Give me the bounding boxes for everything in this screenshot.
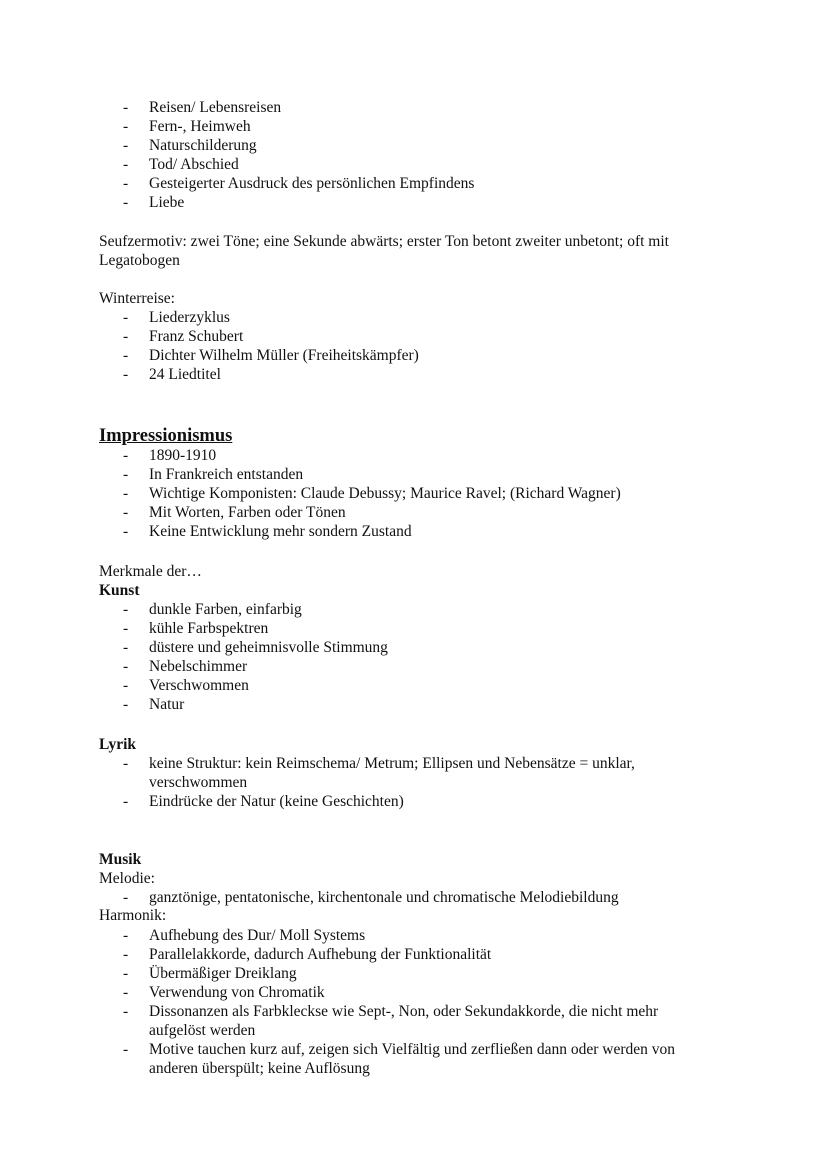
melodie-label: Melodie: [99,870,155,887]
subheading-musik: Musik [99,851,142,868]
merkmale-intro: Merkmale der… [99,563,202,580]
winterreise-label: Winterreise: [99,290,175,307]
section-title-impressionismus: Impressionismus [99,426,233,446]
seufzer-line-1: Seufzermotiv: zwei Töne; eine Sekunde abwärts; erster Ton betont zweiter unbetont; oft mit [99,233,669,250]
document-page: - Reisen/ Lebensreisen - Fern-, Heimweh - Naturschilderung - Tod/ Abschied - Gesteigerter Ausdruck des persönlichen Empfindens - Liebe Seufzermotiv: zwei Töne; eine Sekunde abwärts; erster Ton betont zweiter unbetont; oft mit Legatobogen Winterreise: - Liederzyklus - Franz Schubert - Dichter Wilhelm Müller (Freiheitskämpfer) - 24 Liedtitel Impressionismus - 1890-1910 - In Frankreich entstanden - Wichtige Komponisten: Claude Debussy; Maurice Ravel; (Richard Wagner) - Mit Worten, Farben oder Tönen - Keine Entwicklung mehr sondern Zustand Merkmale der… Kunst - dunkle Farben, einfarbig - kühle Farbspektren - düstere und geheimnisvolle Stimmung - Nebelschimmer - Verschwommen - Natur Lyrik - keine Struktur: kein Reimschema/ Metrum; Ellipsen und Nebensätze = unklar, verschwommen - Eindrücke der Natur (keine Geschichten) Musik Melodie: - ganztönige, pentatonische, kirchentonale und chromatische Melodiebildung Harmonik: - Aufhebung des Dur/ Moll Systems - Parallelakkorde, dadurch Aufhebung der Funktionalität - Übermäßiger Dreiklang - Verwendung von Chromatik - Dissonanzen als Farbkleckse wie Sept-, Non, oder Sekundakkorde, die nicht mehr aufgelöst werden - Motive tauchen kurz auf, zeigen sich Vielfältig und zerfließen dann oder werden von anderen überspült; keine Auflösung [99,99,676,1077]
subheading-kunst: Kunst [99,582,140,599]
subheading-lyrik: Lyrik [99,736,137,753]
harmonik-label: Harmonik: [99,907,167,924]
seufzer-line-2: Legatobogen [99,252,180,269]
